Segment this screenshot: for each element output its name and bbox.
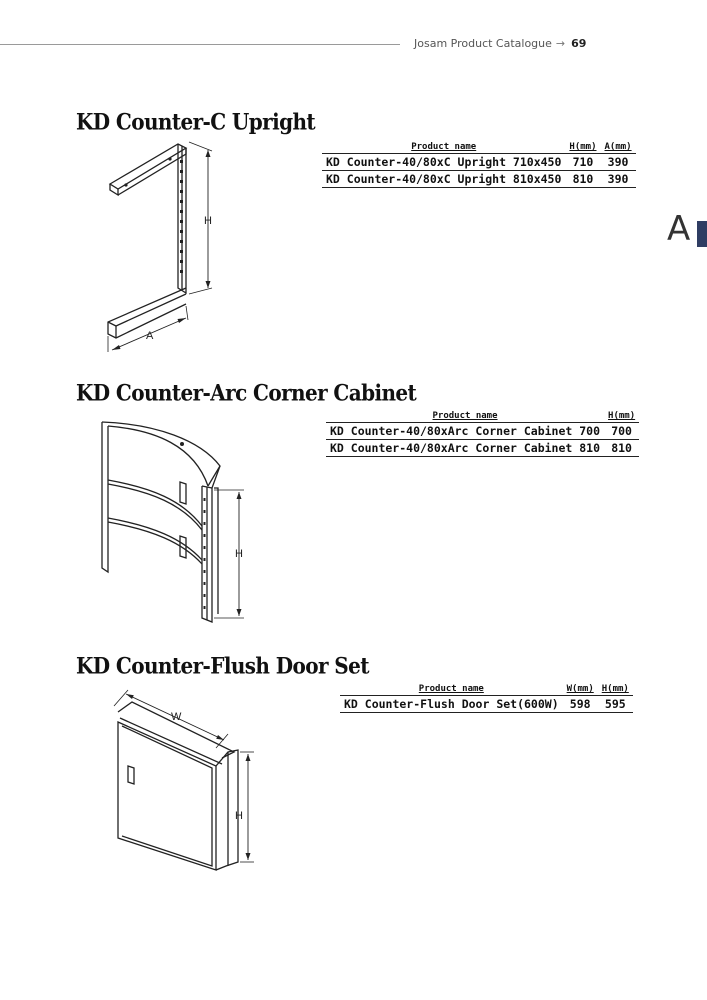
dimension-label-h: H [235,548,243,560]
section-letter: A [667,209,691,249]
width-cell: 598 [563,696,598,713]
arc-corner-cabinet-drawing [96,418,256,624]
column-header: Product name [411,142,477,152]
catalogue-title: Josam Product Catalogue [414,37,552,50]
dimension-label-w: W [171,711,182,723]
product-name-cell: KD Counter-40/80xArc Corner Cabinet 700 [326,423,604,440]
table-row [326,440,639,457]
product-name-cell: KD Counter-Flush Door Set(600W) [340,696,563,713]
page-number: 69 [571,37,587,50]
column-header: H(mm) [569,142,597,152]
table-row [326,423,639,440]
header-rule [0,44,400,45]
dimension-label-h: H [235,810,243,822]
page-header [414,37,586,50]
product-title-flush-door-set: KD Counter-Flush Door Set [76,652,369,679]
column-header: W(mm) [566,684,594,694]
height-cell: 810 [565,171,600,188]
spec-table-arc-corner-cabinet [326,411,639,457]
spec-table-flush-door-set [340,684,633,713]
table-row [322,154,636,171]
column-header: H(mm) [608,411,636,421]
spec-table-c-upright [322,142,636,188]
column-header: Product name [418,684,484,694]
product-name-cell: KD Counter-40/80xC Upright 810x450 [322,171,565,188]
product-title-c-upright: KD Counter-C Upright [76,108,316,135]
dimension-label-h: H [204,215,212,227]
height-cell: 700 [604,423,639,440]
column-header: A(mm) [604,142,632,152]
table-row [340,696,633,713]
height-cell: 595 [598,696,633,713]
arrow-right-icon: → [555,37,566,50]
table-header-row [340,684,633,696]
height-cell: 710 [565,154,600,171]
product-title-arc-corner-cabinet: KD Counter-Arc Corner Cabinet [76,379,417,406]
product-name-cell: KD Counter-40/80xC Upright 710x450 [322,154,565,171]
flush-door-set-drawing [104,686,254,876]
product-name-cell: KD Counter-40/80xArc Corner Cabinet 810 [326,440,604,457]
table-row [322,171,636,188]
height-cell: 810 [604,440,639,457]
a-cell: 390 [601,171,636,188]
dimension-label-a: A [146,330,154,342]
a-cell: 390 [601,154,636,171]
column-header: H(mm) [601,684,629,694]
table-header-row [322,142,636,154]
table-header-row [326,411,639,423]
section-tab [697,221,707,247]
c-upright-drawing [96,138,226,360]
column-header: Product name [432,411,498,421]
